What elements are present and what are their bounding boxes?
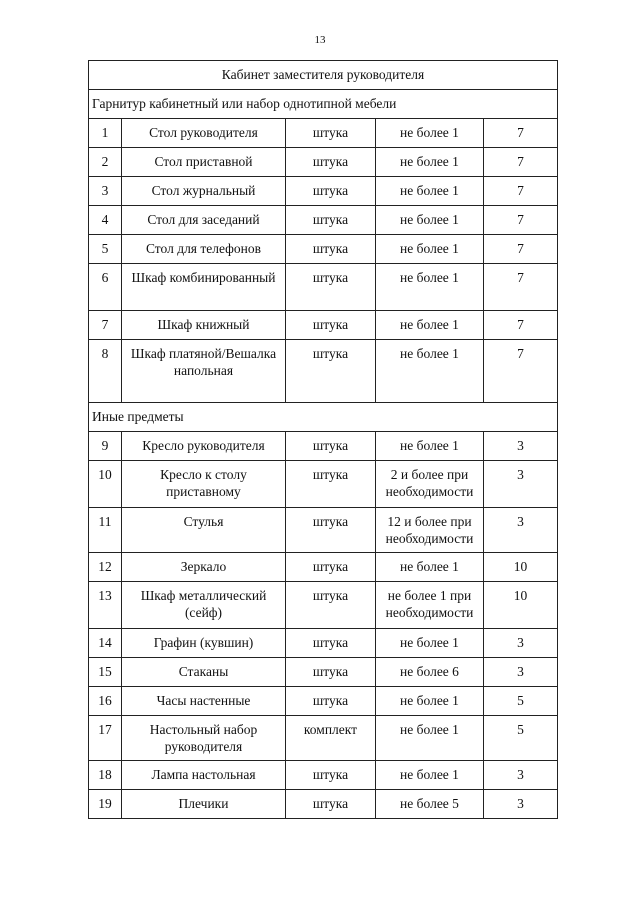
item-quantity: не более 1 [376, 119, 484, 148]
table-row [89, 629, 558, 658]
item-term: 7 [484, 264, 558, 311]
item-term: 3 [484, 508, 558, 553]
item-name: Стол журнальный [122, 177, 286, 206]
item-quantity: 12 и более при необходимости [376, 508, 484, 553]
table-row [89, 311, 558, 340]
item-term: 10 [484, 553, 558, 582]
item-quantity: не более 1 [376, 687, 484, 716]
item-quantity: не более 1 [376, 553, 484, 582]
item-quantity: не более 1 [376, 235, 484, 264]
section-label: Гарнитур кабинетный или набор однотипной мебели [89, 90, 558, 119]
row-number: 6 [89, 264, 122, 311]
item-unit: штука [286, 629, 376, 658]
item-unit: штука [286, 148, 376, 177]
item-name: Шкаф платяной/Вешалка напольная [122, 340, 286, 403]
item-name: Лампа настольная [122, 761, 286, 790]
item-name: Стол приставной [122, 148, 286, 177]
item-unit: штука [286, 119, 376, 148]
row-number: 13 [89, 582, 122, 629]
row-number: 1 [89, 119, 122, 148]
item-quantity: 2 и более при необходимости [376, 461, 484, 508]
item-name: Стулья [122, 508, 286, 553]
item-term: 3 [484, 761, 558, 790]
section-header-row [89, 90, 558, 119]
item-name: Шкаф металлический (сейф) [122, 582, 286, 629]
row-number: 12 [89, 553, 122, 582]
table-row [89, 177, 558, 206]
table-row [89, 340, 558, 403]
item-unit: штука [286, 235, 376, 264]
row-number: 19 [89, 790, 122, 819]
item-quantity: не более 1 [376, 761, 484, 790]
item-term: 7 [484, 235, 558, 264]
table-title: Кабинет заместителя руководителя [89, 61, 558, 90]
item-name: Настольный набор руководителя [122, 716, 286, 761]
row-number: 7 [89, 311, 122, 340]
item-unit: штука [286, 582, 376, 629]
table-row [89, 148, 558, 177]
row-number: 5 [89, 235, 122, 264]
item-quantity: не более 1 [376, 716, 484, 761]
table-row [89, 119, 558, 148]
item-quantity: не более 1 [376, 629, 484, 658]
table-row [89, 553, 558, 582]
item-term: 10 [484, 582, 558, 629]
row-number: 3 [89, 177, 122, 206]
item-quantity: не более 1 [376, 206, 484, 235]
row-number: 15 [89, 658, 122, 687]
item-unit: штука [286, 311, 376, 340]
row-number: 16 [89, 687, 122, 716]
item-name: Стол для телефонов [122, 235, 286, 264]
item-unit: штука [286, 340, 376, 403]
table-row [89, 461, 558, 508]
item-name: Кресло руководителя [122, 432, 286, 461]
row-number: 2 [89, 148, 122, 177]
row-number: 18 [89, 761, 122, 790]
table-row [89, 508, 558, 553]
item-unit: штука [286, 432, 376, 461]
table-row [89, 235, 558, 264]
table-row [89, 761, 558, 790]
table-row [89, 687, 558, 716]
item-quantity: не более 1 [376, 264, 484, 311]
row-number: 8 [89, 340, 122, 403]
item-name: Плечики [122, 790, 286, 819]
row-number: 14 [89, 629, 122, 658]
table-row [89, 206, 558, 235]
item-name: Графин (кувшин) [122, 629, 286, 658]
table-row [89, 432, 558, 461]
item-name: Шкаф комбинированный [122, 264, 286, 311]
table-title-row [89, 61, 558, 90]
item-quantity: не более 1 [376, 148, 484, 177]
item-unit: штука [286, 553, 376, 582]
item-term: 3 [484, 658, 558, 687]
table-row [89, 716, 558, 761]
item-unit: штука [286, 206, 376, 235]
item-unit: комплект [286, 716, 376, 761]
item-unit: штука [286, 790, 376, 819]
item-name: Шкаф книжный [122, 311, 286, 340]
item-term: 7 [484, 340, 558, 403]
item-term: 3 [484, 461, 558, 508]
item-quantity: не более 1 [376, 340, 484, 403]
item-name: Стол руководителя [122, 119, 286, 148]
item-quantity: не более 1 [376, 311, 484, 340]
item-quantity: не более 1 [376, 177, 484, 206]
item-quantity: не более 6 [376, 658, 484, 687]
furniture-table [88, 60, 558, 819]
item-quantity: не более 1 при необходимости [376, 582, 484, 629]
item-term: 7 [484, 119, 558, 148]
item-term: 3 [484, 432, 558, 461]
item-name: Кресло к столу приставному [122, 461, 286, 508]
section-header-row [89, 403, 558, 432]
row-number: 4 [89, 206, 122, 235]
row-number: 9 [89, 432, 122, 461]
item-quantity: не более 5 [376, 790, 484, 819]
item-name: Зеркало [122, 553, 286, 582]
item-term: 7 [484, 148, 558, 177]
table-row [89, 790, 558, 819]
item-term: 3 [484, 790, 558, 819]
row-number: 11 [89, 508, 122, 553]
item-term: 7 [484, 311, 558, 340]
item-name: Стаканы [122, 658, 286, 687]
item-unit: штука [286, 264, 376, 311]
item-term: 7 [484, 206, 558, 235]
item-name: Стол для заседаний [122, 206, 286, 235]
item-unit: штука [286, 687, 376, 716]
item-unit: штука [286, 658, 376, 687]
item-unit: штука [286, 508, 376, 553]
table-row [89, 582, 558, 629]
item-quantity: не более 1 [376, 432, 484, 461]
item-term: 5 [484, 687, 558, 716]
item-name: Часы настенные [122, 687, 286, 716]
item-term: 7 [484, 177, 558, 206]
page-number: 13 [314, 34, 326, 46]
row-number: 10 [89, 461, 122, 508]
section-label: Иные предметы [89, 403, 558, 432]
item-term: 3 [484, 629, 558, 658]
item-unit: штука [286, 177, 376, 206]
row-number: 17 [89, 716, 122, 761]
item-unit: штука [286, 761, 376, 790]
table-row [89, 264, 558, 311]
item-term: 5 [484, 716, 558, 761]
table-row [89, 658, 558, 687]
item-unit: штука [286, 461, 376, 508]
